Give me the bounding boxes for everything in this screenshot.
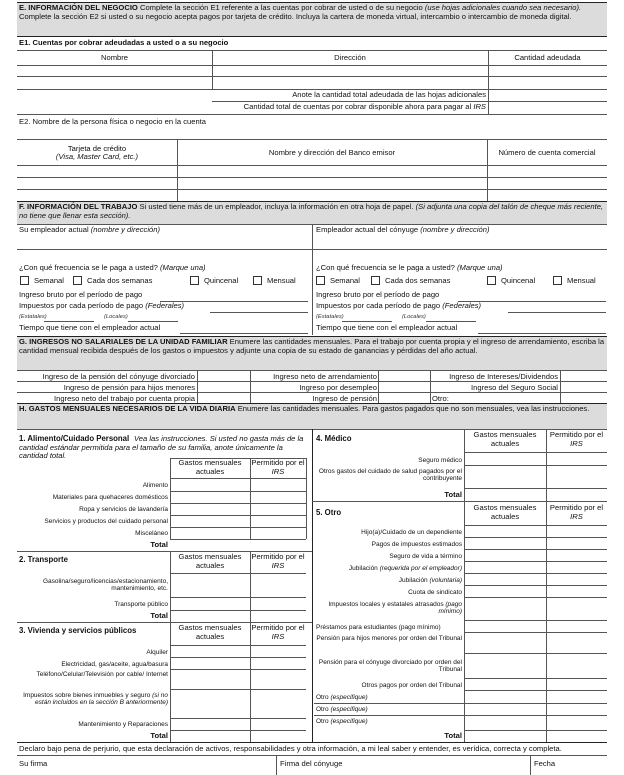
section-g-header: G. INGRESOS NO SALARIALES DE LA UNIDAD FAMILIAR Enumere las cantidades mensuales. Para el trabajo por cuenta propia y el ingreso de arrendamiento, escriba la cantidad mensual recibida después de los gastos o impuestos y adjunte una copia de su estado de ganancias y pérdidas del año actual. (17, 336, 607, 370)
f-spouse-impuestos-label: Impuestos por cada período de pago (Federales) (316, 301, 482, 310)
h5-title: 5. Otro (316, 508, 342, 517)
e2-title: E2. Nombre de la persona física o negocio en la cuenta (19, 117, 207, 126)
date-label: Fecha (534, 759, 556, 768)
f-quincenal-checkbox[interactable] (190, 276, 199, 285)
e1-col-cantidad: Cantidad adeudada (514, 53, 581, 62)
f-cada-dos-checkbox[interactable] (73, 276, 82, 285)
h1-title: 1. Alimento/Cuidado Personal (19, 434, 130, 443)
f-semanal-checkbox[interactable] (20, 276, 29, 285)
h1-col-gastos: Gastos mensuales actuales (178, 458, 242, 476)
e1-col-direccion: Dirección (334, 53, 366, 62)
h4-title: 4. Médico (316, 434, 352, 443)
f-impuestos-label: Impuestos por cada período de pago (Federales) (19, 301, 185, 310)
h4-total: Total (444, 490, 462, 499)
signature-label: Su firma (19, 759, 48, 768)
f-spouse-bruto-label: Ingreso bruto por el período de pago (316, 290, 440, 299)
e1-title: E1. Cuentas por cobrar adeudadas a usted o a su negocio (19, 38, 229, 47)
f-spouse-semanal-checkbox[interactable] (316, 276, 325, 285)
f-spouse-employer-label: Empleador actual del cónyuge (nombre y dirección) (316, 225, 490, 234)
e2-col-tarjeta-sub: (Visa, Master Card, etc.) (55, 152, 139, 161)
e1-col-nombre: Nombre (100, 53, 128, 62)
h3-title: 3. Vivienda y servicios públicos (19, 626, 137, 635)
spouse-signature-label: Firma del cónyuge (280, 759, 343, 768)
e2-col-banco: Nombre y dirección del Banco emisor (268, 148, 396, 157)
e1-total: Cantidad total de cuentas por cobrar disponible ahora para pagar al IRS (243, 102, 486, 111)
f-employer-label: Su empleador actual (nombre y dirección) (19, 225, 160, 234)
section-e-header: E. INFORMACIÓN DEL NEGOCIO Complete la sección E1 referente a las cuentas por cobrar de usted o de su negocio (use hojas adicionales cuando sea necesario). Complete la sección E2 si usted o su negocio acepta pagos por tarjeta de crédito. Incluya la cartera de moneda virtual, intercambio o intercambio de moneda digital. (17, 2, 607, 36)
f-spouse-cada-dos-checkbox[interactable] (371, 276, 380, 285)
section-h-header: H. GASTOS MENSUALES NECESARIOS DE LA VIDA DIARIA Enumere las cantidades mensuales. Para gastos pagados que no son mensuales, vea las instrucciones. (17, 403, 607, 429)
f-freq-label: ¿Con qué frecuencia se le paga a usted? (Marque una) (19, 263, 206, 272)
f-spouse-quincenal-checkbox[interactable] (487, 276, 496, 285)
e2-col-cuenta: Número de cuenta comercial (498, 148, 596, 157)
h3-total: Total (150, 731, 168, 740)
f-spouse-mensual-checkbox[interactable] (553, 276, 562, 285)
h5-total: Total (444, 731, 462, 740)
f-spouse-freq-label: ¿Con qué frecuencia se le paga a usted? (Marque una) (316, 263, 503, 272)
f-spouse-tiempo-label: Tiempo que tiene con el empleador actual (316, 323, 458, 332)
h1-total: Total (150, 540, 168, 549)
section-f-header: F. INFORMACIÓN DEL TRABAJO Si usted tiene más de un empleador, incluya la información en otra hoja de papel. (Si adjunta una copia del talón de cheque más reciente, no tiene que llenar esta sección). (17, 201, 607, 224)
f-mensual-checkbox[interactable] (253, 276, 262, 285)
h2-total: Total (150, 611, 168, 620)
h1-col-permitido: Permitido por el IRS (251, 458, 305, 476)
e2-col-tarjeta: Tarjeta de crédito (67, 144, 127, 153)
h2-title: 2. Transporte (19, 555, 68, 564)
f-tiempo-label: Tiempo que tiene con el empleador actual (19, 323, 161, 332)
f-bruto-label: Ingreso bruto por el período de pago (19, 290, 143, 299)
e1-anote: Anote la cantidad total adeudada de las hojas adicionales (292, 90, 486, 99)
declaration-text: Declaro bajo pena de perjurio, que esta declaración de activos, responsabilidades y otra información, a mi leal saber y entender, es verídica, correcta y completa. (19, 744, 562, 753)
